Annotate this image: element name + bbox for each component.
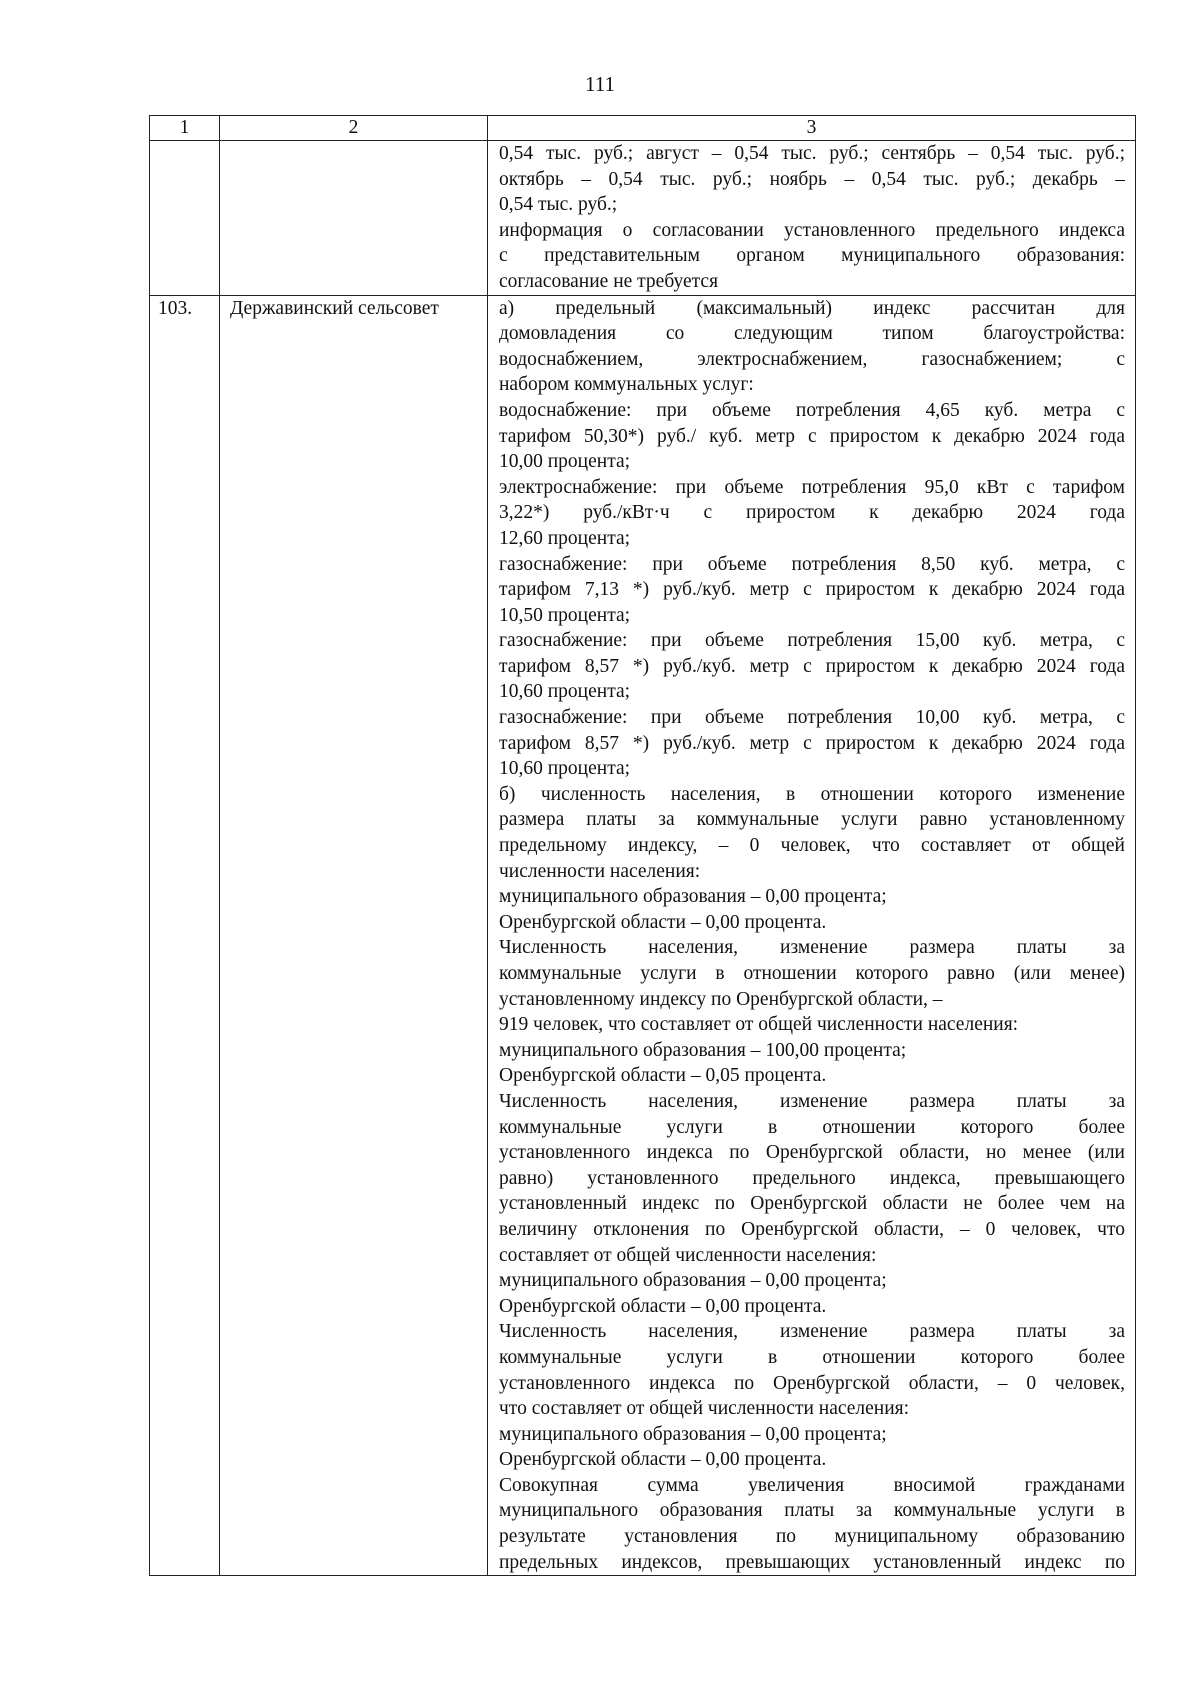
text-line: коммунальные услуги в отношении которого равно (или менее) <box>499 963 1125 984</box>
text-line: набором коммунальных услуг: <box>499 374 754 396</box>
text-line: муниципального образования – 0,00 процента; <box>499 1270 887 1292</box>
text-line: размера платы за коммунальные услуги равно установленному <box>499 809 1125 831</box>
page-number: 111 <box>585 72 615 96</box>
text-line: б) численность населения, в отношении которого изменение <box>499 783 1125 805</box>
text-line: тарифом 8,57 *) руб./куб. метр с приростом к декабрю 2024 года <box>499 732 1125 754</box>
text-line: Оренбургской области – 0,00 процента. <box>499 1449 827 1471</box>
text-line: 0,54 тыс. руб.; август – 0,54 тыс. руб.; сентябрь – 0,54 тыс. руб.; <box>499 143 1125 164</box>
text-line: а) предельный (максимальный) индекс рассчитан для <box>499 297 1125 319</box>
text-line: домовладения со следующим типом благоустройства: <box>499 323 1125 345</box>
header-col-3: 3 <box>488 116 1136 141</box>
text-line: муниципального образования – 0,00 процента; <box>499 1423 887 1445</box>
text-line: Оренбургской области – 0,05 процента. <box>499 1065 827 1087</box>
text-line: газоснабжение: при объеме потребления 8,50 куб. метра, с <box>499 553 1125 575</box>
text-line: составляет от общей численности населения: <box>499 1244 877 1266</box>
text-line: водоснабжение: при объеме потребления 4,65 куб. метра с <box>499 399 1125 421</box>
table-row-103 <box>150 295 1136 1576</box>
text-line: Оренбургской области – 0,00 процента. <box>499 1295 827 1317</box>
header-col-1: 1 <box>150 116 220 141</box>
text-line: 10,60 процента; <box>499 758 631 780</box>
text-line: 12,60 процента; <box>499 527 631 549</box>
text-line: Численность населения, изменение размера платы за <box>499 1321 1125 1343</box>
text-line: 10,00 процента; <box>499 451 631 473</box>
text-line: муниципального образования – 100,00 процента; <box>499 1039 907 1061</box>
text-line: Численность населения, изменение размера платы за <box>499 1090 1125 1112</box>
row-content-cell <box>488 295 1136 1576</box>
text-line: муниципального образования платы за коммунальные услуги в <box>499 1500 1125 1522</box>
text-line: с представительным органом муниципального образования: <box>499 245 1125 267</box>
text-line: газоснабжение: при объеме потребления 10,00 куб. метра, с <box>499 707 1125 729</box>
text-line: 0,54 тыс. руб.; <box>499 194 618 216</box>
text-line: предельных индексов, превышающих установленный индекс по <box>499 1551 1125 1573</box>
text-line: коммунальные услуги в отношении которого более <box>499 1116 1125 1138</box>
text-line: согласование не требуется <box>499 270 719 292</box>
text-line: что составляет от общей численности населения: <box>499 1398 910 1420</box>
text-line: Численность населения, изменение размера платы за <box>499 937 1125 959</box>
text-line: муниципального образования – 0,00 процента; <box>499 886 887 908</box>
text-line: 3,22*) руб./кВт·ч с приростом к декабрю 2024 года <box>499 502 1125 524</box>
text-line: газоснабжение: при объеме потребления 15,00 куб. метра, с <box>499 630 1125 652</box>
row-content-cell <box>488 141 1136 296</box>
text-line: результате установления по муниципальному образованию <box>499 1526 1125 1548</box>
text-line: установленный индекс по Оренбургской области не более чем на <box>499 1193 1125 1215</box>
header-col-2: 2 <box>220 116 488 141</box>
text-line: предельному индексу, – 0 человек, что составляет от общей <box>499 835 1125 857</box>
text-line: величину отклонения по Оренбургской области, – 0 человек, что <box>499 1218 1125 1240</box>
text-line: установленному индексу по Оренбургской области, – <box>499 988 943 1010</box>
text-line: коммунальные услуги в отношении которого более <box>499 1346 1125 1368</box>
text-line: Совокупная сумма увеличения вносимой гражданами <box>499 1474 1125 1496</box>
data-table <box>149 115 1136 1576</box>
text-line: октябрь – 0,54 тыс. руб.; ноябрь – 0,54 тыс. руб.; декабрь – <box>499 168 1125 190</box>
row-number-cell <box>150 141 220 296</box>
row-name-cell: Державинский сельсовет <box>220 295 488 1576</box>
text-line: установленного индекса по Оренбургской области, – 0 человек, <box>499 1372 1125 1394</box>
text-line: равно) установленного предельного индекса, превышающего <box>499 1167 1125 1189</box>
text-line: водоснабжением, электроснабжением, газоснабжением; с <box>499 348 1125 370</box>
text-line: тарифом 7,13 *) руб./куб. метр с приростом к декабрю 2024 года <box>499 579 1125 601</box>
text-line: установленного индекса по Оренбургской области, но менее (или <box>499 1142 1125 1164</box>
text-line: тарифом 8,57 *) руб./куб. метр с приростом к декабрю 2024 года <box>499 655 1125 677</box>
text-line: численности населения: <box>499 860 701 882</box>
row-number-cell: 103. <box>150 295 220 1576</box>
text-line: электроснабжение: при объеме потребления 95,0 кВт с тарифом <box>499 476 1125 498</box>
table-header-row <box>150 116 1136 141</box>
text-line: 10,50 процента; <box>499 604 631 626</box>
text-line: 10,60 процента; <box>499 681 631 703</box>
text-line: 919 человек, что составляет от общей численности населения: <box>499 1014 1019 1036</box>
text-line: Оренбургской области – 0,00 процента. <box>499 911 827 933</box>
text-line: тарифом 50,30*) руб./ куб. метр с приростом к декабрю 2024 года <box>499 425 1125 447</box>
row-name-cell <box>220 141 488 296</box>
text-line: информация о согласовании установленного предельного индекса <box>499 219 1125 241</box>
table-row-continuation <box>150 141 1136 296</box>
